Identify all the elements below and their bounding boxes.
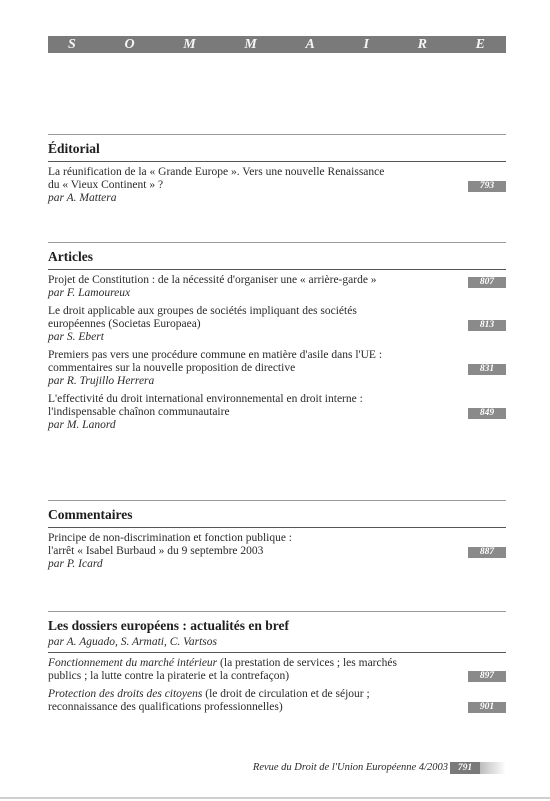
banner-letter: O [124, 37, 136, 52]
entry-author: par F. Lamoureux [48, 287, 131, 299]
page-number-badge: 813 [468, 320, 506, 331]
banner-letter: M [183, 37, 197, 52]
footer-decoration [480, 762, 506, 774]
entry-title-line: Le droit applicable aux groupes de sociétés impliquant des sociétés [48, 305, 357, 317]
entry-author: par P. Icard [48, 558, 103, 570]
entry-title-rest: (la prestation de services ; les marchés [217, 657, 397, 669]
entry-title-rest: (le droit de circulation et de séjour ; [202, 688, 370, 700]
entry-title-line: Projet de Constitution : de la nécessité d'organiser une « arrière-garde » [48, 274, 377, 286]
banner-letter: S [68, 37, 77, 52]
journal-name: Revue du Droit de l'Union Européenne 4/2003 [252, 762, 448, 773]
entry-title [48, 166, 446, 192]
toc-entry[interactable] [48, 532, 506, 571]
section-author: par A. Aguado, S. Armati, C. Vartsos [48, 636, 218, 648]
section-title: Commentaires [48, 507, 133, 522]
section-title: Articles [48, 249, 93, 264]
page-number-badge: 901 [468, 702, 506, 713]
toc-entry[interactable] [48, 657, 506, 683]
entry-title-line [48, 688, 446, 701]
entry-title-line: l'indispensable chaînon communautaire [48, 406, 230, 418]
title-divider [48, 652, 506, 653]
toc-entry[interactable] [48, 393, 506, 432]
page-number-badge: 897 [468, 671, 506, 682]
toc-entry[interactable] [48, 274, 506, 300]
entry-title-line: européennes (Societas Europaea) [48, 318, 201, 330]
sommaire-banner [48, 36, 506, 53]
banner-letter: R [417, 37, 428, 52]
entry-author: par R. Trujillo Herrera [48, 375, 155, 387]
entry-title-line: l'arrêt « Isabel Burbaud » du 9 septembre 2003 [48, 545, 264, 557]
toc-entry[interactable] [48, 688, 506, 714]
entry-title-line: publics ; la lutte contre la piraterie et la contrefaçon) [48, 670, 290, 682]
page-number-badge: 831 [468, 364, 506, 375]
entry-title-line: commentaires sur la nouvelle proposition de directive [48, 362, 296, 374]
entry-author: par M. Lanord [48, 419, 116, 431]
entry-title [48, 657, 446, 683]
entry-title-italic: Protection des droits des citoyens [48, 688, 203, 700]
toc-entry[interactable] [48, 305, 506, 344]
toc-entry[interactable] [48, 166, 506, 205]
entry-author: par S. Ebert [48, 331, 104, 343]
entry-title [48, 274, 446, 287]
toc-entry[interactable] [48, 349, 506, 388]
page-number-badge: 807 [468, 277, 506, 288]
entry-title-line: du « Vieux Continent » ? [48, 179, 164, 191]
footer-page-number: 791 [450, 762, 480, 774]
entry-title-italic: Fonctionnement du marché intérieur [48, 657, 218, 669]
entry-title [48, 305, 446, 331]
section-dossiers-europeens [48, 611, 506, 719]
entry-title-line: Premiers pas vers une procédure commune en matière d'asile dans l'UE : [48, 349, 383, 361]
entry-title [48, 688, 446, 714]
page-number-badge: 849 [468, 408, 506, 419]
section-commentaires [48, 500, 506, 576]
section-title: Éditorial [48, 141, 100, 156]
page-number-badge: 793 [468, 181, 506, 192]
bottom-edge [0, 797, 550, 799]
title-divider [48, 527, 506, 528]
page-number-badge: 887 [468, 547, 506, 558]
banner-letter: A [305, 37, 316, 52]
section-articles [48, 242, 506, 437]
page-footer [48, 761, 506, 775]
entry-title-line: La réunification de la « Grande Europe ». Vers une nouvelle Renaissance [48, 166, 385, 178]
entry-title [48, 532, 446, 558]
entry-title [48, 349, 446, 375]
banner-letter: E [475, 37, 486, 52]
entry-title-line: L'effectivité du droit international environnemental en droit interne : [48, 393, 363, 405]
entry-title-line: reconnaissance des qualifications professionnelles) [48, 701, 283, 713]
banner-letter: M [244, 37, 258, 52]
entry-title [48, 393, 446, 419]
title-divider [48, 269, 506, 270]
entry-title-line [48, 657, 446, 670]
title-divider [48, 161, 506, 162]
section-editorial [48, 134, 506, 210]
entry-author: par A. Mattera [48, 192, 117, 204]
section-title: Les dossiers européens : actualités en bref [48, 618, 289, 633]
entry-title-line: Principe de non-discrimination et fonction publique : [48, 532, 293, 544]
banner-letter: I [363, 37, 370, 52]
